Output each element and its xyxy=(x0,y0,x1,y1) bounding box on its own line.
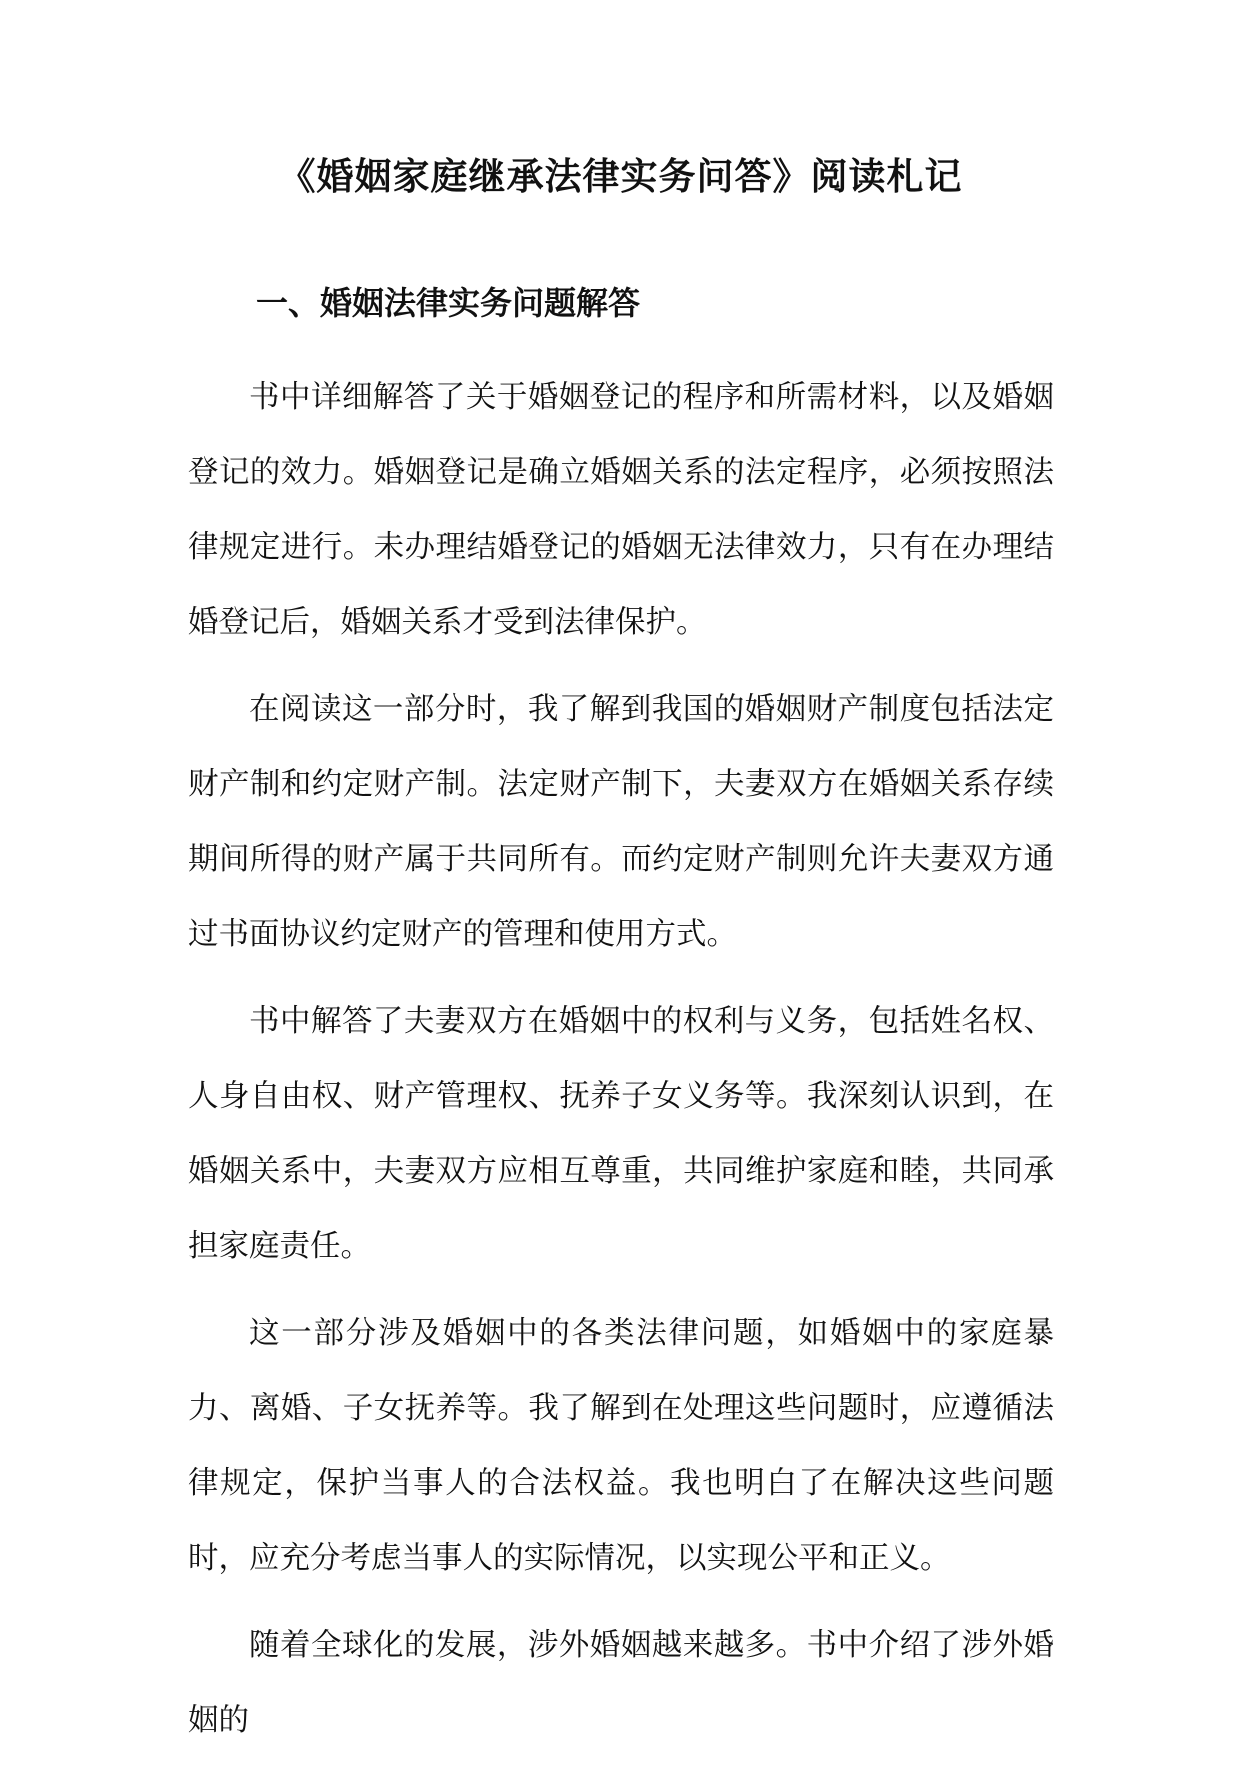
paragraph: 在阅读这一部分时，我了解到我国的婚姻财产制度包括法定财产制和约定财产制。法定财产制下，夫妻双方在婚姻关系存续期间所得的财产属于共同所有。而约定财产制则允许夫妻双方通过书面协议约定财产的管理和使用方式。 xyxy=(188,692,1054,952)
paragraph: 书中详细解答了关于婚姻登记的程序和所需材料，以及婚姻登记的效力。婚姻登记是确立婚姻关系的法定程序，必须按照法律规定进行。未办理结婚登记的婚姻无法律效力，只有在办理结婚登记后，婚姻关系才受到法律保护。 xyxy=(188,380,1054,640)
body-text xyxy=(188,360,1054,1770)
section-heading: 一、婚姻法律实务问题解答 xyxy=(256,284,641,322)
document-title: 《婚姻家庭继承法律实务问答》阅读札记 xyxy=(278,154,963,198)
paragraph: 随着全球化的发展，涉外婚姻越来越多。书中介绍了涉外婚姻的 xyxy=(188,1628,1054,1738)
paragraph: 这一部分涉及婚姻中的各类法律问题，如婚姻中的家庭暴力、离婚、子女抚养等。我了解到在处理这些问题时，应遵循法律规定，保护当事人的合法权益。我也明白了在解决这些问题时，应充分考虑当事人的实际情况，以实现公平和正义。 xyxy=(188,1316,1054,1576)
paragraph: 书中解答了夫妻双方在婚姻中的权利与义务，包括姓名权、人身自由权、财产管理权、抚养子女义务等。我深刻认识到，在婚姻关系中，夫妻双方应相互尊重，共同维护家庭和睦，共同承担家庭责任。 xyxy=(188,1004,1054,1264)
